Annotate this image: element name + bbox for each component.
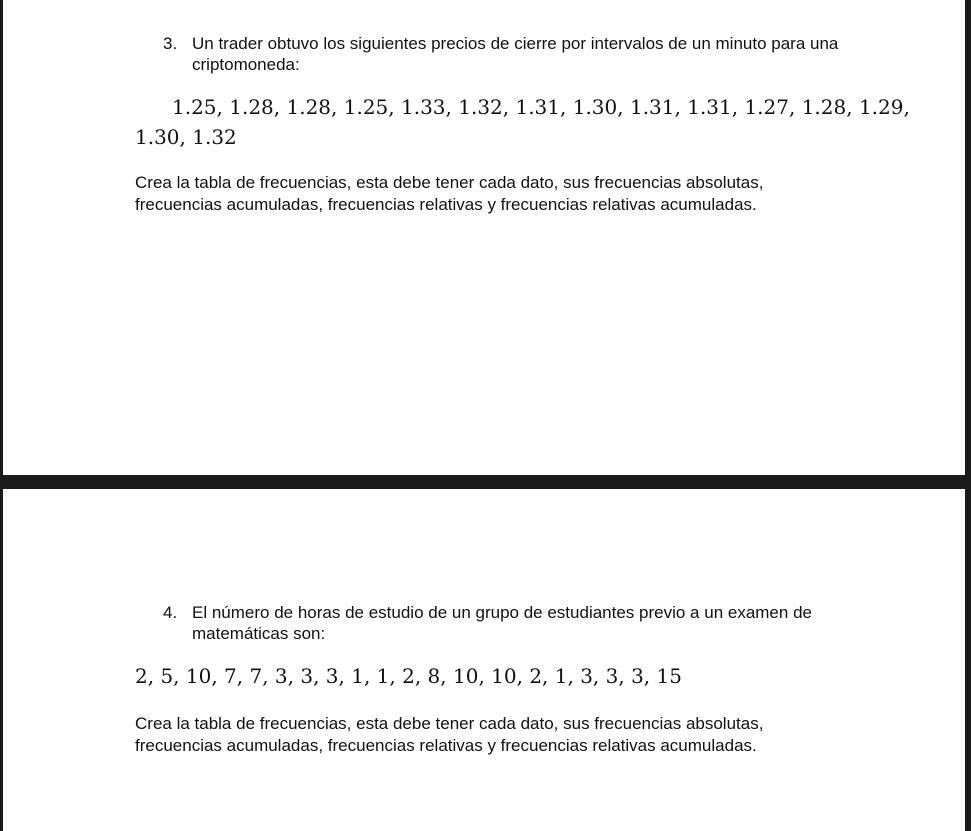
page-problem-3 bbox=[3, 0, 965, 475]
problem-3-instructions: Crea la tabla de frecuencias, esta debe tener cada dato, sus frecuencias absolutas, frecuencias acumuladas, frecuencias relativas y frecuencias relativas acumuladas. bbox=[135, 173, 764, 214]
problem-4-data-line: 2, 5, 10, 7, 7, 3, 3, 3, 1, 1, 2, 8, 10, 10, 2, 1, 3, 3, 3, 15 bbox=[135, 664, 682, 688]
problem-3-heading-text: Un trader obtuvo los siguientes precios de cierre por intervalos de un minuto para una criptomoneda: bbox=[192, 34, 839, 74]
problem-3-data-line-1: 1.25, 1.28, 1.28, 1.25, 1.33, 1.32, 1.31, 1.30, 1.31, 1.31, 1.27, 1.28, 1.29, bbox=[172, 95, 910, 119]
page-problem-4 bbox=[3, 489, 965, 831]
problem-4-heading bbox=[163, 602, 883, 644]
problem-4-heading-text: El número de horas de estudio de un grupo de estudiantes previo a un examen de matemáticas son: bbox=[192, 603, 812, 643]
problem-3-data-line-2: 1.30, 1.32 bbox=[135, 125, 237, 149]
problem-3-heading bbox=[163, 33, 883, 75]
problem-4-number: 4. bbox=[163, 603, 178, 622]
problem-4-instructions: Crea la tabla de frecuencias, esta debe tener cada dato, sus frecuencias absolutas, frecuencias acumuladas, frecuencias relativas y frecuencias relativas acumuladas. bbox=[135, 714, 764, 755]
problem-3-number: 3. bbox=[163, 34, 178, 53]
